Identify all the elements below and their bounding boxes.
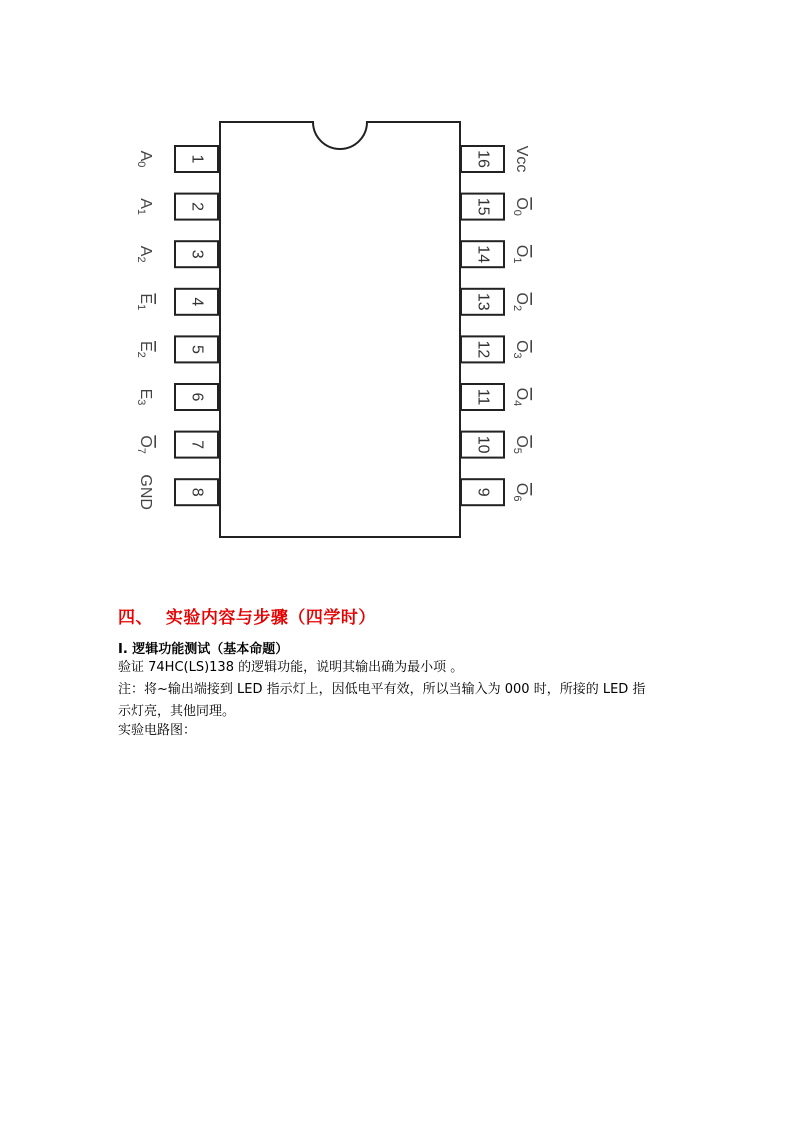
pin-label: $A_2$	[135, 245, 155, 263]
paragraph-circuit-label: 实验电路图：	[118, 723, 197, 738]
pin-label: $E_2$	[135, 341, 155, 358]
pin-label: $O_6$	[511, 482, 531, 502]
paragraph-note-continued: 示灯亮，其他同理。	[118, 704, 236, 719]
pin-label: $O_1$	[511, 244, 531, 264]
pin-number: 14	[474, 245, 492, 264]
pin-14	[461, 241, 531, 267]
pin-number: 9	[474, 487, 492, 497]
pin-10	[461, 432, 531, 458]
pin-8	[138, 474, 219, 510]
pin-number: 13	[474, 292, 492, 311]
pin-number: 7	[188, 440, 206, 450]
pin-number: 2	[188, 202, 206, 212]
pin-number: 11	[474, 388, 492, 406]
paragraph-note: 注：将~输出端接到 LED 指示灯上，因低电平有效，所以当输入为 000 时，所接的 LED 指	[118, 682, 646, 697]
pin-number: 5	[188, 344, 206, 354]
pin-9	[461, 479, 531, 505]
pin-1	[135, 146, 218, 172]
pin-6	[135, 384, 218, 410]
pin-label: $O_0$	[511, 197, 531, 216]
pin-label: $O_5$	[511, 435, 531, 454]
pin-label: $E_3$	[135, 388, 155, 406]
pin-12	[461, 336, 531, 362]
ic-pinout-diagram	[0, 0, 794, 560]
ic-body	[220, 122, 460, 537]
pin-number: 1	[188, 154, 206, 164]
pin-11	[461, 384, 531, 410]
pin-number: 6	[188, 392, 206, 402]
pin-number: 15	[474, 197, 492, 216]
pin-number: 10	[474, 435, 492, 454]
pin-label: $O_3$	[511, 340, 531, 359]
right-pin-column	[461, 146, 531, 506]
pin-label: $O_4$	[511, 387, 531, 407]
pin-label: $E_1$	[135, 293, 155, 311]
section-title: 四、 实验内容与步骤（四学时）	[118, 608, 376, 628]
pin-label: GND	[137, 474, 155, 510]
pin-label: $O_7$	[135, 435, 155, 454]
pin-3	[135, 241, 218, 267]
paragraph-verify: 验证 74HC(LS)138 的逻辑功能，说明其输出确为最小项 。	[118, 660, 464, 675]
pin-label: Vcc	[513, 145, 531, 173]
left-pin-column	[135, 146, 218, 510]
pin-label: $O_2$	[511, 292, 531, 312]
pin-number: 8	[188, 487, 206, 497]
pin-4	[135, 289, 218, 315]
pin-2	[135, 194, 218, 220]
pin-label: $A_1$	[135, 198, 155, 215]
pin-number: 12	[474, 340, 492, 359]
pin-label: $A_0$	[135, 150, 155, 168]
pin-number: 16	[474, 150, 492, 168]
pin-number: 3	[188, 249, 206, 259]
pin-5	[135, 336, 218, 362]
pin-7	[135, 432, 218, 458]
subsection-title: Ⅰ. 逻辑功能测试（基本命题）	[118, 642, 289, 657]
pin-15	[461, 194, 531, 220]
pin-number: 4	[188, 297, 206, 307]
pin-13	[461, 289, 531, 315]
pin-16	[461, 146, 531, 173]
